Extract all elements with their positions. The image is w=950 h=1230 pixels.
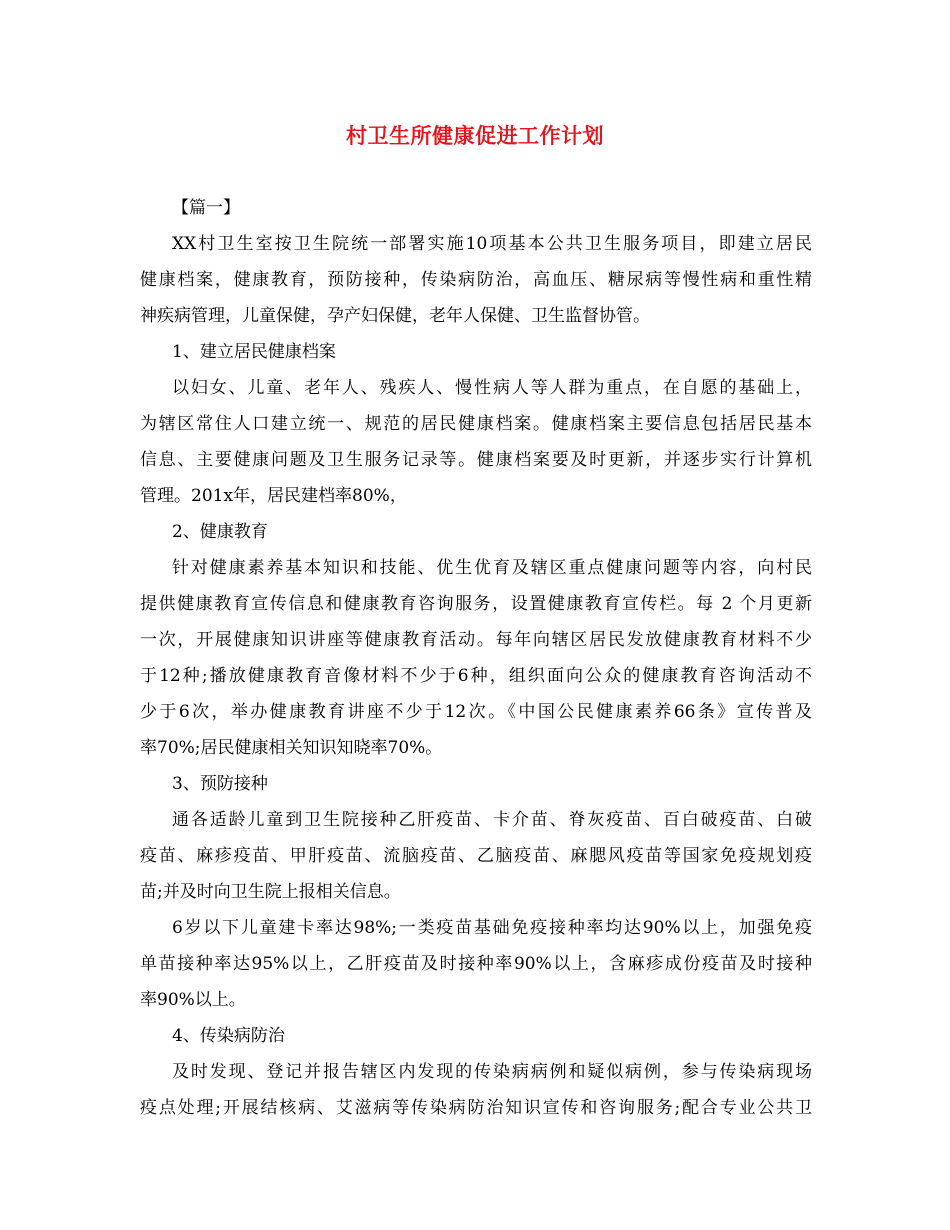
paragraph-line: XX村卫生室按卫生院统一部署实施10项基本公共卫生服务项目，即建立居民 [172,234,812,254]
paragraph-line: 率70%;居民健康相关知识知晓率70%。 [140,738,443,758]
paragraph-line: 苗;并及时向卫生院上报相关信息。 [140,882,401,902]
paragraph-line: 疫苗、麻疹疫苗、甲肝疫苗、流脑疫苗、乙脑疫苗、麻腮风疫苗等国家免疫规划疫 [140,846,812,866]
paragraph-line: 神疾病管理，儿童保健，孕产妇保健，老年人保健、卫生监督协管。 [140,306,650,326]
paragraph-line: 以妇女、儿童、老年人、残疾人、慢性病人等人群为重点，在自愿的基础上， [172,378,812,398]
paragraph-line: 6岁以下儿童建卡率达98%;一类疫苗基础免疫接种率均达90%以上，加强免疫 [172,918,812,938]
paragraph-line: 一次，开展健康知识讲座等健康教育活动。每年向辖区居民发放健康教育材料不少 [140,630,812,650]
paragraph-line: 少于6次，举办健康教育讲座不少于12次。《中国公民健康素养66条》宣传普及 [140,702,812,722]
section-heading: 4、传染病防治 [172,1026,285,1046]
paragraph-line: 疫点处理;开展结核病、艾滋病等传染病防治知识宣传和咨询服务;配合专业公共卫 [140,1098,812,1118]
section-heading: 2、健康教育 [172,522,268,542]
section-heading: 1、建立居民健康档案 [172,342,336,362]
paragraph-line: 单苗接种率达95%以上，乙肝疫苗及时接种率90%以上，含麻疹成份疫苗及时接种 [140,954,812,974]
paragraph-line: 管理。201x年，居民建档率80%， [140,486,407,506]
paragraph-line: 于12种;播放健康教育音像材料不少于6种，组织面向公众的健康教育咨询活动不 [140,666,812,686]
document-title: 村卫生所健康促进工作计划 [346,123,604,148]
paragraph-line: 率90%以上。 [140,990,246,1010]
paragraph-line: 针对健康素养基本知识和技能、优生优育及辖区重点健康问题等内容，向村民 [172,558,812,578]
paragraph-line: 提供健康教育宣传信息和健康教育咨询服务，设置健康教育宣传栏。每 2 个月更新 [140,594,812,614]
paragraph-line: 为辖区常住人口建立统一、规范的居民健康档案。健康档案主要信息包括居民基本 [140,414,812,434]
paragraph-line: 信息、主要健康问题及卫生服务记录等。健康档案要及时更新，并逐步实行计算机 [140,450,812,470]
section-tag: 【篇一】 [172,198,240,218]
section-heading: 3、预防接种 [172,774,268,794]
paragraph-line: 健康档案，健康教育，预防接种，传染病防治，高血压、糖尿病等慢性病和重性精 [140,270,812,290]
paragraph-line: 通各适龄儿童到卫生院接种乙肝疫苗、卡介苗、脊灰疫苗、百白破疫苗、白破 [172,810,812,830]
paragraph-line: 及时发现、登记并报告辖区内发现的传染病病例和疑似病例，参与传染病现场 [172,1062,812,1082]
